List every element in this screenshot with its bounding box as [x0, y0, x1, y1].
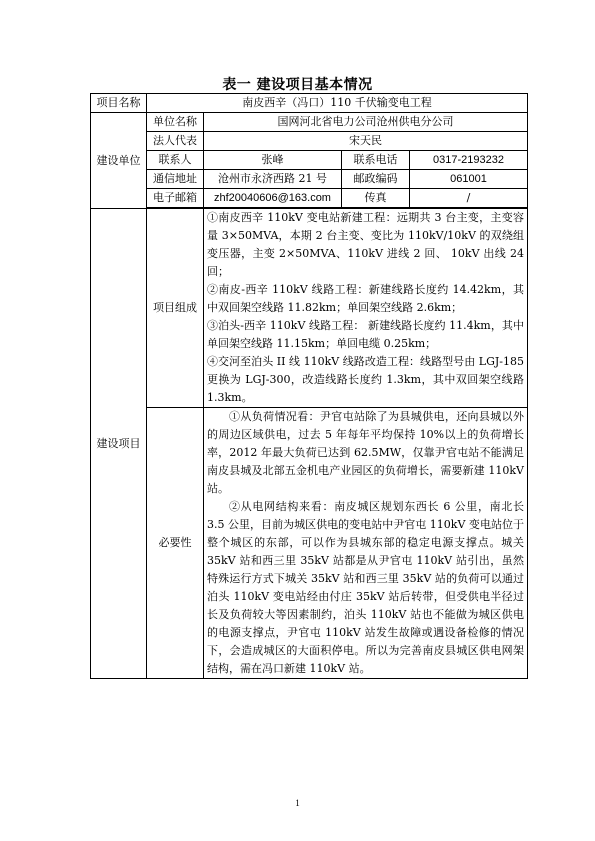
- composition-item: ①南皮西辛 110kV 变电站新建工程：远期共 3 台主变，主变容量 3×50MVA，本期 2 台主变、变比为 110kV/10kV 的双绕组变压器，主变 2×50MVA、110kV 进线 2 回、 10kV 出线 24 回；: [207, 211, 524, 278]
- row-legal-rep: [91, 132, 528, 151]
- postal-value: 061001: [410, 170, 528, 189]
- necessity-item: ②从电网结构来看：南皮城区规划东西长 6 公里，南北长 3.5 公里，目前为城区供电的变电站中尹官屯 110kV 变电站位于整个城区的东部，可以作为县城东部的稳定电源支撑点。城关 35kV 站和西三里 35kV 站都是从尹官屯 110kV 站引出，虽然特殊运行方式下城关 35kV 站和西三里 35kV 站的负荷可以通过泊头 110kV 变电站经由付庄 35kV 站后转带，但受供电半径过长及负荷较大等因素制约，泊头 110kV 站也不能做为城区供电的电源支撑点，尹官屯 110kV 站发生故障或遇设备检修的情况下，会造成城区的大面积停电。所以为完善南皮县城区供电网架结构，需在冯口新建 110kV 站。: [207, 500, 524, 675]
- project-info-table: [90, 93, 528, 679]
- legal-rep-label: 法人代表: [147, 132, 204, 151]
- row-project-name: [91, 94, 528, 113]
- row-unit-name: [91, 113, 528, 132]
- contact-value: 张峰: [204, 151, 342, 170]
- necessity-content: [204, 408, 528, 679]
- row-address: [91, 170, 528, 189]
- email-label: 电子邮箱: [147, 189, 204, 208]
- address-value: 沧州市永济西路 21 号: [204, 170, 342, 189]
- contact-label: 联系人: [147, 151, 204, 170]
- row-necessity: [91, 408, 528, 679]
- phone-label: 联系电话: [342, 151, 410, 170]
- page-number: 1: [295, 798, 300, 808]
- phone-value: 0317-2193232: [410, 151, 528, 170]
- composition-content: [204, 209, 528, 408]
- composition-label: 项目组成: [147, 209, 204, 408]
- legal-rep-value: 宋天民: [204, 132, 528, 151]
- necessity-label: 必要性: [147, 408, 204, 679]
- necessity-item: ①从负荷情况看：尹官屯站除了为县城供电，还向县城以外的周边区域供电，过去 5 年每年平均保持 10%以上的负荷增长率，2012 年最大负荷已达到 62.5MW，仅靠尹官屯站不能满足南皮县城及北部五金机电产业园区的负荷增长，需要新建 110kV 站。: [207, 410, 524, 495]
- page-title: 表一 建设项目基本情况: [222, 77, 373, 93]
- postal-label: 邮政编码: [342, 170, 410, 189]
- composition-item: ③泊头-西辛 110kV 线路工程： 新建线路长度约 11.4km，其中单回架空线路 11.15km；单回电缆 0.25km；: [207, 319, 524, 350]
- construction-unit-label: 建设单位: [91, 113, 147, 209]
- project-name-label: 项目名称: [91, 94, 147, 113]
- fax-label: 传真: [342, 189, 410, 208]
- row-composition: [91, 209, 528, 408]
- row-contact: [91, 151, 528, 170]
- unit-name-value: 国网河北省电力公司沧州供电分公司: [204, 113, 528, 132]
- fax-value: /: [410, 189, 528, 208]
- composition-item: ④交河至泊头 II 线 110kV 线路改造工程：线路型号由 LGJ-185 更换为 LGJ-300，改造线路长度约 1.3km，其中双回架空线路 1.3km。: [207, 355, 524, 404]
- email-value: zhf20040606@163.com: [204, 189, 342, 208]
- construction-project-label: 建设项目: [91, 209, 147, 679]
- project-name-value: 南皮西辛（冯口）110 千伏输变电工程: [147, 94, 528, 113]
- row-email: [91, 189, 528, 208]
- unit-name-label: 单位名称: [147, 113, 204, 132]
- address-label: 通信地址: [147, 170, 204, 189]
- composition-item: ②南皮-西辛 110kV 线路工程：新建线路长度约 14.42km，其中双回架空线路 11.82km；单回架空线路 2.6km；: [207, 283, 524, 314]
